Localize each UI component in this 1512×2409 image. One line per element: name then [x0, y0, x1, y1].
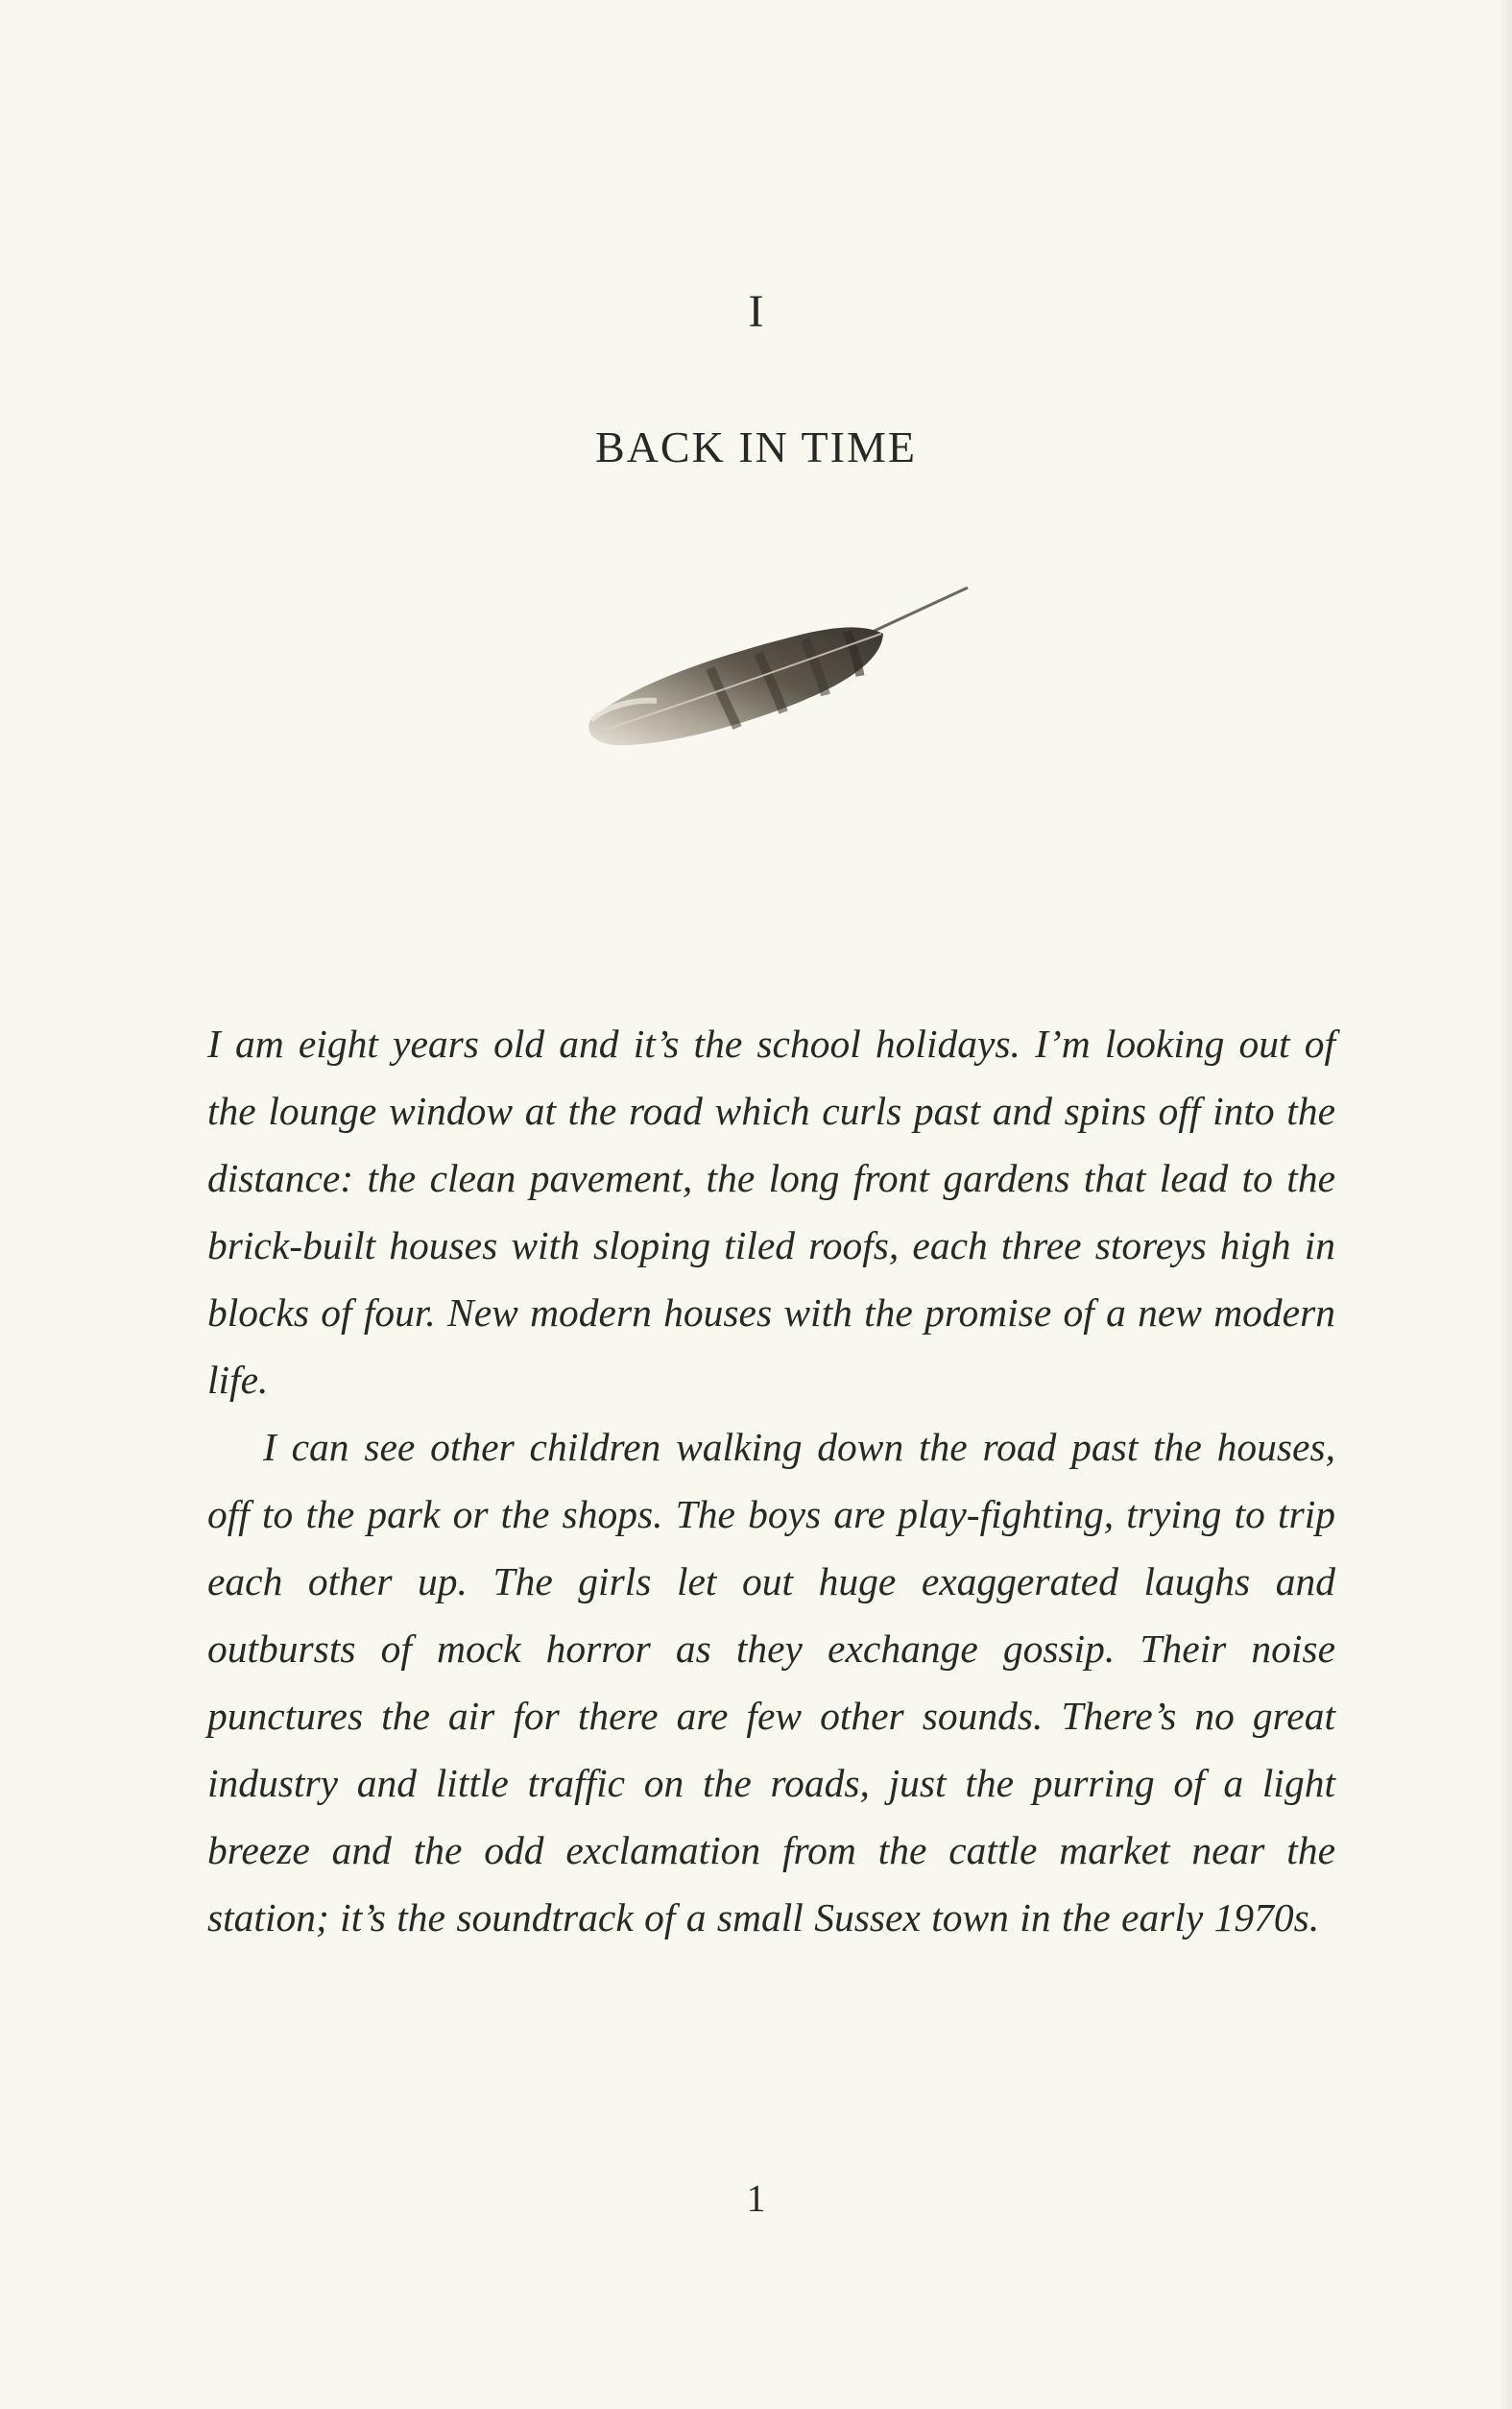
paragraph-2: I can see other children walking down the road past the houses, off to the park or the shops. The boys are play-fighting, trying to trip each other up. The girls let out huge exaggerated laughs and outbursts of mock horror as they exchange gossip. Their noise punctures the air for there are few other sounds. There’s no great industry and little traffic on the roads, just the purring of a light breeze and the odd exclamation from the cattle market near the station; it’s the soundtrack of a small Sussex town in the early 1970s. — [207, 1425, 1335, 1939]
chapter-title: BACK IN TIME — [595, 422, 917, 471]
chapter-number: I — [748, 286, 764, 337]
page-edge-shadow — [1499, 0, 1512, 2409]
feather-icon — [576, 576, 979, 768]
paragraph-1: I am eight years old and it’s the school holidays. I’m looking out of the lounge window at the road which curls past and spins off into the distance: the clean pavement, the long front gardens that lead to the brick-built houses with sloping tiled roofs, each three storeys high in blocks of four. New modern houses with the promise of a new modern life. — [207, 1022, 1335, 1402]
page-number: 1 — [746, 2177, 766, 2220]
chapter-body-text — [207, 1010, 1335, 1951]
